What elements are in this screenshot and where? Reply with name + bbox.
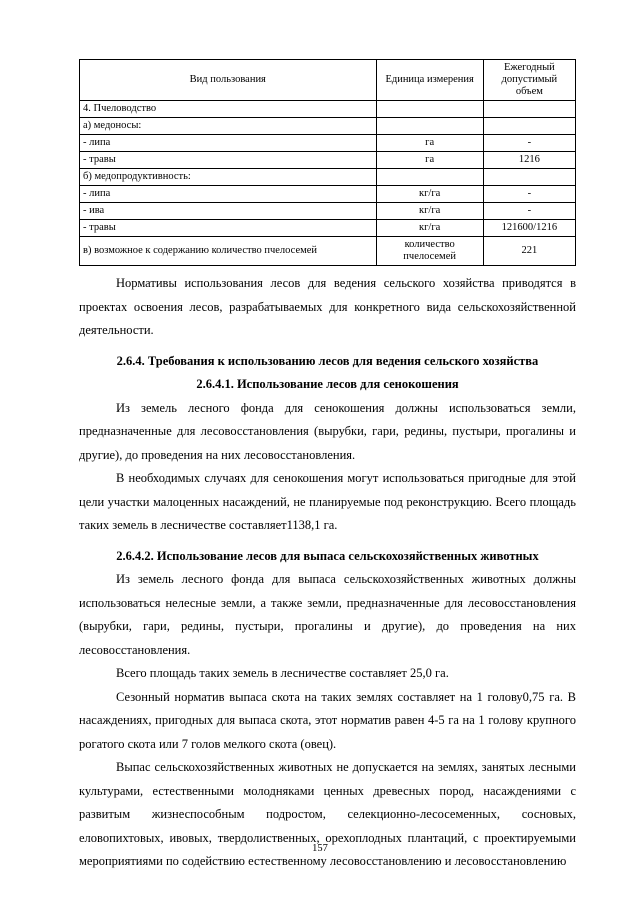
table-row	[80, 118, 576, 135]
cell-volume: 1216	[483, 152, 575, 169]
cell-usage: - травы	[80, 220, 377, 237]
header-unit: Единица измерения	[376, 60, 483, 101]
cell-volume: -	[483, 186, 575, 203]
table-row	[80, 135, 576, 152]
cell-volume: -	[483, 135, 575, 152]
paragraph-grazing-lands: Из земель лесного фонда для выпаса сельскохозяйственных животных должны использоваться нелесные земли, а также земли, предназначенные для лесовосстановления (вырубки, гари, редины, пустыри, прогалины и другие), до проведения на них лесовосстановления.	[79, 572, 576, 657]
cell-usage: - травы	[80, 152, 377, 169]
table-header-row	[80, 60, 576, 101]
cell-usage: в) возможное к содержанию количество пчелосемей	[80, 237, 377, 266]
cell-unit	[376, 101, 483, 118]
cell-unit: кг/га	[376, 203, 483, 220]
table-row	[80, 169, 576, 186]
subsection-heading-grazing: 2.6.4.2. Использование лесов для выпаса сельскохозяйственных животных	[116, 548, 539, 563]
cell-unit: количество пчелосемей	[376, 237, 483, 266]
header-annual-volume: Ежегодный допустимый объем	[483, 60, 575, 101]
paragraph-grazing-norm: Сезонный норматив выпаса скота на таких землях составляет на 1 голову0,75 га. В насаждениях, пригодных для выпаса скота, этот норматив равен 4-5 га на 1 голову крупного рогатого скота или 7 голов мелкого скота (овец).	[79, 689, 576, 751]
paragraph-haymaking-area: В необходимых случаях для сенокошения могут использоваться пригодные для этой цели участки малоценных насаждений, не планируемые под реконструкцию. Всего площадь таких земель в лесничестве составляет1138,1 га.	[79, 471, 576, 532]
table-row	[80, 101, 576, 118]
cell-unit: кг/га	[376, 186, 483, 203]
table-row	[80, 220, 576, 237]
cell-usage: - ива	[80, 203, 377, 220]
cell-volume: 121600/1216	[483, 220, 575, 237]
paragraph-norms: Нормативы использования лесов для ведения сельского хозяйства приводятся в проектах освоения лесов, разрабатываемых для конкретного вида сельскохозяйственной деятельности.	[79, 276, 576, 337]
cell-volume: -	[483, 203, 575, 220]
cell-volume	[483, 169, 575, 186]
subsection-heading-haymaking: 2.6.4.1. Использование лесов для сенокошения	[196, 377, 459, 391]
forest-usage-table	[79, 59, 576, 266]
cell-usage: 4. Пчеловодство	[80, 101, 377, 118]
cell-volume	[483, 101, 575, 118]
table-row	[80, 152, 576, 169]
cell-unit: га	[376, 135, 483, 152]
section-heading-agriculture: 2.6.4. Требования к использованию лесов для ведения сельского хозяйства	[116, 353, 539, 368]
cell-usage: а) медоносы:	[80, 118, 377, 135]
body-text	[79, 272, 576, 874]
table-row	[80, 203, 576, 220]
cell-volume: 221	[483, 237, 575, 266]
header-usage-type: Вид пользования	[80, 60, 377, 101]
cell-usage: - липа	[80, 186, 377, 203]
paragraph-grazing-prohibited: Выпас сельскохозяйственных животных не допускается на землях, занятых лесными культурами, естественными молодняками ценных древесных пород, насаждениями с развитым жизнеспособным подростом, селекционно-лесосеменных, сосновых, еловопихтовых, ивовых, твердолиственных, орехоплодных плантаций, с проектируемыми мероприятиями по содействию естественному лесовосстановлению и лесовосстановлению	[79, 760, 576, 868]
cell-usage: - липа	[80, 135, 377, 152]
cell-unit	[376, 118, 483, 135]
paragraph-grazing-area: Всего площадь таких земель в лесничестве составляет 25,0 га.	[116, 666, 449, 680]
paragraph-haymaking-lands: Из земель лесного фонда для сенокошения должны использоваться земли, предназначенные для лесовосстановления (вырубки, гари, редины, пустыри, прогалины и другие), до проведения на них лесовосстановления.	[79, 400, 576, 462]
cell-volume	[483, 118, 575, 135]
cell-unit: кг/га	[376, 220, 483, 237]
table-row	[80, 186, 576, 203]
page-number: 157	[312, 843, 328, 854]
table-row	[80, 237, 576, 266]
cell-unit: га	[376, 152, 483, 169]
cell-unit	[376, 169, 483, 186]
cell-usage: б) медопродуктивность:	[80, 169, 377, 186]
